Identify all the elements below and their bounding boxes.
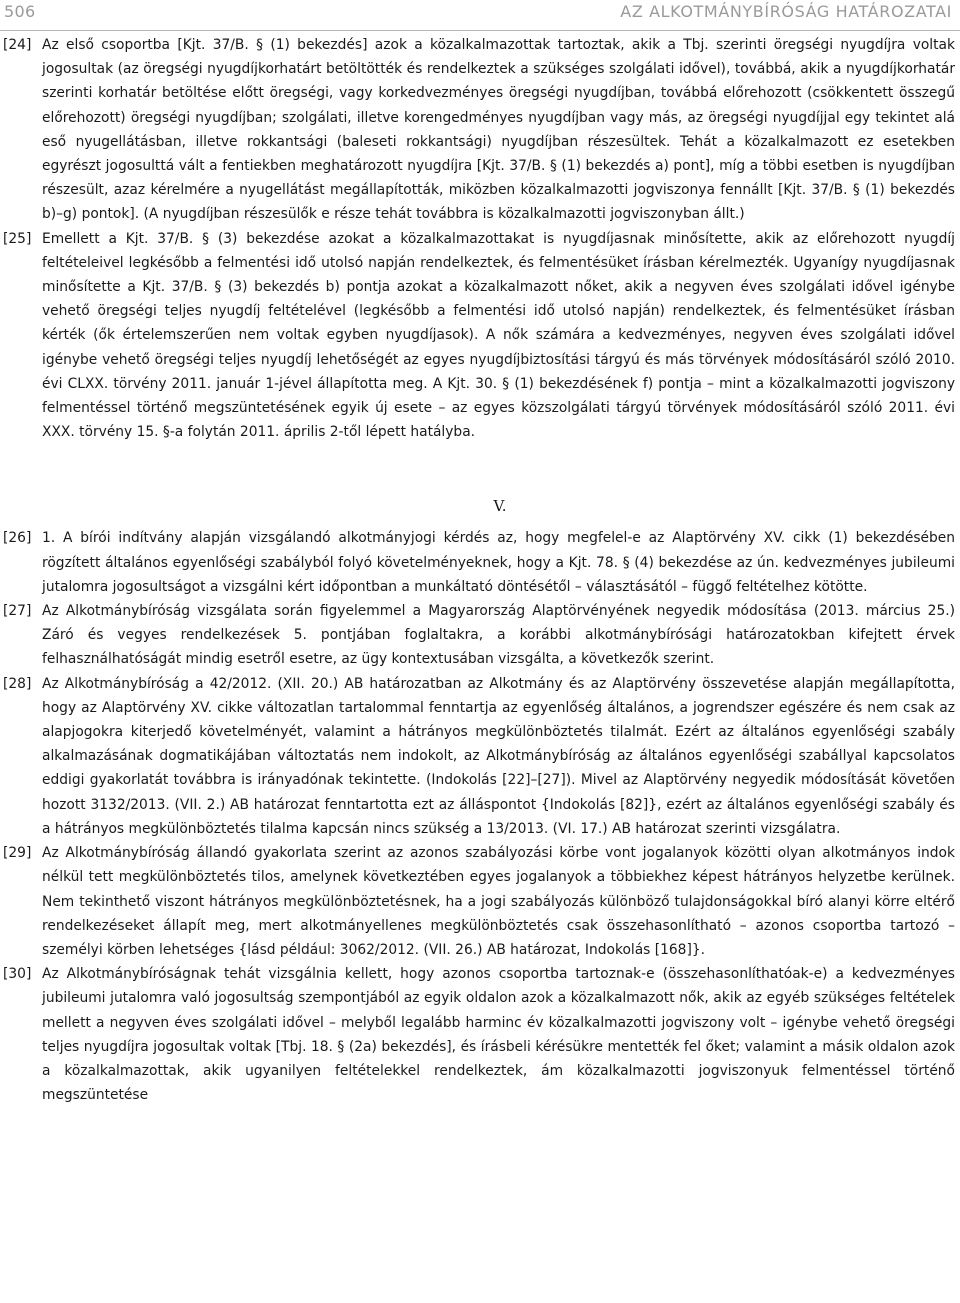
paragraph-text: Az első csoportba [Kjt. 37/B. § (1) bekezdés] azok a közalkalmazottak tartoztak, akik a Tbj. szerinti öregségi nyugdíjra voltak jogosultak (az öregségi nyugdíjkorhatárt betöltötték és rendelkeztek a szükséges szolgálati idővel), továbbá, akik a nyugdíjkorhatár szerinti korhatár betöltése előtt öregségi, vagy korkedvezményes öregségi nyugdíjban, továbbá előrehozott (csökkentett összegű előrehozott) öregségi nyugdíjban; szolgálati, illetve korengedményes nyugdíjban vagy más, az öregségi nyugdíjjal egy tekintet alá eső nyugellátásban, illetve rokkantsági (baleseti rokkantsági) nyugdíjban részesültek. Tehát a közalkalmazott ez esetekben egyrészt jogosulttá vált a fentiekben meghatározott nyugdíjra [Kjt. 37/B. § (1) bekezdés a) pont], míg a többi esetben is nyugdíjban részesült, azaz kérelmére a nyugellátást megállapították, miközben közalkalmazotti jogviszonya fennállt [Kjt. 37/B. § (1) bekezdés b)–g) pontok]. (A nyugdíjban részesülők e része tehát továbbra is közalkalmazotti jogviszonyban állt.) (42, 37, 955, 223)
paragraph-29 (0, 841, 960, 962)
paragraph-30 (0, 962, 960, 1107)
paragraph-number: [27] (3, 603, 32, 620)
paragraph-number: [29] (3, 845, 32, 862)
page-number: 506 (4, 2, 36, 21)
header-divider (0, 30, 960, 31)
section-heading: V. (493, 497, 507, 516)
paragraph-25 (0, 227, 960, 445)
paragraph-text: Az Alkotmánybíróság vizsgálata során figyelemmel a Magyarország Alaptörvényének negyedik módosítása (2013. március 25.) Záró és vegyes rendelkezések 5. pontjában foglaltakra, a korábbi alkotmánybírósági határozatokban kifejtett érvek felhasználhatóságát mindig esetről esetre, az ügy kontextusában vizsgálta, a következők szerint. (42, 603, 955, 668)
paragraph-28 (0, 672, 960, 841)
paragraph-number: [24] (3, 37, 32, 53)
paragraph-text: 1. A bírói indítvány alapján vizsgálandó alkotmányjogi kérdés az, hogy megfelel-e az Alaptörvény XV. cikk (1) bekezdésében rögzített általános egyenlőségi szabályból folyó követelményeknek, hogy a Kjt. 78. § (4) bekezdése az ún. kedvezményes jubileumi jutalomra jogosultságot a vizsgálni kért időpontban a munkáltató döntésétől – választásától – függő feltételhez kötötte. (42, 530, 955, 595)
paragraph-number: [30] (3, 966, 32, 983)
paragraph-number: [28] (3, 675, 32, 692)
paragraph-text: Az Alkotmánybíróságnak tehát vizsgálnia kellett, hogy azonos csoportba tartoznak-e (összehasonlíthatóak-e) a kedvezményes jubileumi jutalomra való jogosultság szempontjából az egyik oldalon azok a közalkalmazott nők, akik az egyéb szükséges feltételek mellett a negyven éves szolgálati idővel – melyből legalább harminc év közalkalmazotti jogviszony volt – igénybe vehető öregségi teljes nyugdíjra jogosultak voltak [Tbj. 18. § (2a) bekezdés], és írásbeli kérésükre mentették fel őket; valamint a másik oldalon azok a közalkalmazottak, akik ugyanilyen feltételekkel rendelkeztek, ám közalkalmazotti jogviszonyuk felmentéssel történő megszüntetése (42, 966, 955, 1104)
paragraph-number: [25] (3, 230, 32, 247)
running-header (0, 2, 960, 26)
paragraph-number: [26] (3, 530, 32, 547)
document-body (0, 33, 960, 1107)
paragraph-24 (0, 33, 960, 227)
paragraph-text: Az Alkotmánybíróság a 42/2012. (XII. 20.) AB határozatban az Alkotmány és az Alaptörvény összevetése alapján megállapította, hogy az Alaptörvény XV. cikke változatlan tartalommal fenntartja az egyenlőség általános, a jogrendszer egészére és nem csak az alapjogokra kiterjedő követelményét, valamint a hátrányos megkülönböztetés tilalmát. Ezért az általános egyenlőségi szabály alkalmazásának dogmatikájában változtatás nem indokolt, az Alkotmánybíróság az általános egyenlőségi szabállyal kapcsolatos eddigi gyakorlatát továbbra is irányadónak tekintette. (Indokolás [22]–[27]). Mivel az Alaptörvény negyedik módosítását követően hozott 3132/2013. (VII. 2.) AB határozat fenntartotta ezt az álláspontot {Indokolás [82]}, ezért az általános egyenlőségi szabály és a hátrányos megkülönböztetés tilalma kapcsán nincs szükség a 13/2013. (VI. 17.) AB határozat szerinti vizsgálatra. (42, 675, 955, 837)
running-title: AZ ALKOTMÁNYBÍRÓSÁG HATÁROZATAI (620, 2, 952, 21)
paragraph-27 (0, 599, 960, 672)
paragraph-26 (0, 526, 960, 599)
paragraph-text: Emellett a Kjt. 37/B. § (3) bekezdése azokat a közalkalmazottakat is nyugdíjasnak minősítette, akik az előrehozott nyugdíj feltételeivel legkésőbb a felmentési idő utolsó napján rendelkeztek, és felmentésüket írásban kérelmezték. Ugyanígy nyugdíjasnak minősítette a Kjt. 37/B. § (3) bekezdés b) pontja azokat a közalkalmazott nőket, akik a negyven éves szolgálati idővel igénybe vehető öregségi teljes nyugdíj feltételével (legkésőbb a felmentési idő utolsó napján) rendelkeztek, és felmentésüket írásban kérték (ők értelemszerűen nem voltak egyben nyugdíjasok). A nők számára a kedvezményes, negyven éves szolgálati idővel igénybe vehető öregségi teljes nyugdíj lehetőségét az egyes nyugdíjbiztosítási tárgyú és más törvények módosításáról szóló 2010. évi CLXX. törvény 2011. január 1-jével állapította meg. A Kjt. 30. § (1) bekezdésének f) pontja – mint a közalkalmazotti jogviszony felmentéssel történő megszüntetésének egyik új esete – az egyes közszolgálati tárgyú törvények módosításáról szóló 2011. évi XXX. törvény 15. §-a folytán 2011. április 2-től lépett hatályba. (42, 230, 955, 441)
paragraph-text: Az Alkotmánybíróság állandó gyakorlata szerint az azonos szabályozási körbe vont jogalanyok közötti olyan alkotmányos indok nélkül tett megkülönböztetés tilos, amelynek következtében egyes jogalanyok a többiekhez képest hátrányos helyzetbe kerülnek. Nem tekinthető viszont hátrányos megkülönböztetésnek, ha a jogi szabályozás különböző tulajdonságokkal bíró alanyi körre eltérő rendelkezéseket állapít meg, mert alkotmányellenes megkülönböztetés csak összehasonlítható – azonos csoportba tartozó – személyi körben lehetséges {lásd például: 3062/2012. (VII. 26.) AB határozat, Indokolás [168]}. (42, 845, 955, 958)
